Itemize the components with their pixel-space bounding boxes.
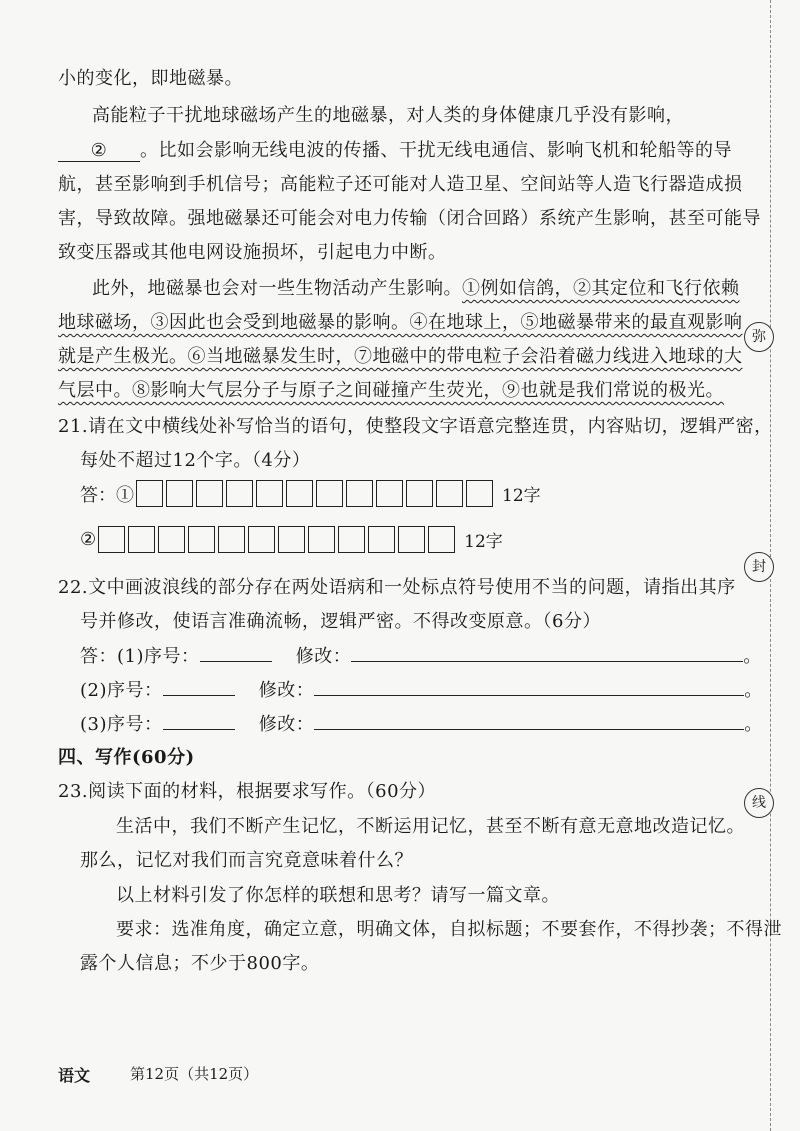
- q21-limit-1: 12字: [502, 486, 541, 506]
- passage-p1-line4: 害，导致故障。强地磁暴还可能会对电力传输（闭合回路）系统产生影响，甚至可能导: [58, 208, 761, 229]
- answer-cell[interactable]: [346, 480, 373, 507]
- margin-mark-xian: 线: [744, 788, 774, 818]
- passage-p1-line2: [58, 136, 732, 162]
- q23-prompt: 以上材料引发了你怎样的联想和思考？请写一篇文章。: [116, 885, 560, 906]
- q22-row-3-modify-label: 修改：: [258, 714, 315, 735]
- q22-stem-line1: 22.文中画波浪线的部分存在两处语病和一处标点符号使用不当的问题，请指出其序: [58, 577, 736, 598]
- q22-row-2: [80, 676, 763, 702]
- margin-mark-feng: 封: [744, 552, 774, 582]
- sequence-input-1[interactable]: [200, 643, 272, 662]
- q21-stem-line2: 每处不超过12个字。（4分）: [80, 450, 311, 471]
- sequence-input-2[interactable]: [163, 677, 235, 696]
- answer-cell[interactable]: [368, 526, 395, 553]
- q22-row-2-label: (2)序号：: [80, 680, 163, 701]
- modify-input-3[interactable]: [314, 711, 744, 730]
- blank-2[interactable]: ②: [58, 140, 140, 162]
- answer-cell[interactable]: [278, 526, 305, 553]
- passage-p2-line1: [92, 274, 740, 300]
- answer-cell[interactable]: [98, 526, 125, 553]
- modify-input-2[interactable]: [314, 677, 744, 696]
- section-4-title: 四、写作(60分): [58, 747, 195, 768]
- modify-input-1[interactable]: [351, 643, 743, 662]
- q21-stem-line1: 21.请在文中横线处补写恰当的语句，使整段文字语意完整连贯，内容贴切，逻辑严密，: [58, 416, 773, 437]
- q22-row-1-modify-label: 修改：: [295, 646, 352, 667]
- answer-cell[interactable]: [316, 480, 343, 507]
- q22-row-2-modify-label: 修改：: [258, 680, 315, 701]
- passage-p2-line1-plain: 此外，地磁暴也会对一些生物活动产生影响。: [92, 278, 462, 299]
- answer-cell[interactable]: [466, 480, 493, 507]
- answer-cell[interactable]: [196, 480, 223, 507]
- q23-material-line1: 生活中，我们不断产生记忆，不断运用记忆，甚至不断有意无意地改造记忆。: [116, 816, 745, 837]
- footer-subject: 语文: [58, 1066, 91, 1085]
- answer-cell[interactable]: [256, 480, 283, 507]
- passage-line-0: 小的变化，即地磁暴。: [58, 68, 243, 89]
- footer-page-number: 第12页（共12页）: [130, 1065, 259, 1083]
- answer-cell[interactable]: [376, 480, 403, 507]
- q22-stem-line2: 号并修改，使语言准确流畅，逻辑严密。不得改变原意。（6分）: [80, 611, 601, 632]
- wavy-segment-2: 地球磁场，③因此也会受到地磁暴的影响。④在地球上，⑤地磁暴带来的最直观影响: [58, 312, 743, 333]
- q22-row-1: [80, 642, 762, 668]
- answer-cell[interactable]: [398, 526, 425, 553]
- answer-cell[interactable]: [436, 480, 463, 507]
- wavy-segment-3: 就是产生极光。⑥当地磁暴发生时，⑦地磁中的带电粒子会沿着磁力线进入地球的大: [58, 346, 743, 367]
- answer-cell[interactable]: [308, 526, 335, 553]
- answer-cell[interactable]: [218, 526, 245, 553]
- q22-row-3: [80, 710, 763, 736]
- q21-answer-2-label: ②: [80, 529, 97, 550]
- passage-p1-line3: 航，甚至影响到手机信号；高能粒子还可能对人造卫星、空间站等人造飞行器造成损: [58, 174, 743, 195]
- wavy-segment-1: ①例如信鸽，②其定位和飞行依赖: [462, 278, 740, 299]
- q22-row-3-end: 。: [744, 714, 763, 735]
- q22-row-1-label: 答：(1)序号：: [80, 646, 200, 667]
- answer-cell[interactable]: [428, 526, 455, 553]
- answer-cell[interactable]: [226, 480, 253, 507]
- q23-material-line2: 那么，记忆对我们而言究竟意味着什么？: [80, 850, 413, 871]
- margin-mark-mi: 弥: [744, 322, 774, 352]
- q21-limit-2: 12字: [464, 532, 503, 552]
- answer-cell[interactable]: [406, 480, 433, 507]
- answer-cell[interactable]: [248, 526, 275, 553]
- q22-row-1-end: 。: [743, 646, 762, 667]
- q22-row-3-label: (3)序号：: [80, 714, 163, 735]
- q21-answer-2-row: [80, 526, 503, 553]
- answer-cell[interactable]: [136, 480, 163, 507]
- q21-answer-1-row: [80, 480, 541, 507]
- passage-p1-line1: 高能粒子干扰地球磁场产生的地磁暴，对人类的身体健康几乎没有影响，: [92, 105, 684, 126]
- q22-row-2-end: 。: [744, 680, 763, 701]
- sequence-input-3[interactable]: [163, 711, 235, 730]
- answer-cell[interactable]: [188, 526, 215, 553]
- answer-cell[interactable]: [286, 480, 313, 507]
- wavy-segment-4: 气层中。⑧影响大气层分子与原子之间碰撞产生荧光，⑨也就是我们常说的极光。: [58, 380, 724, 401]
- q21-answer-1-label: 答：①: [80, 484, 134, 506]
- passage-p1-line2-rest: 。比如会影响无线电波的传播、干扰无线电通信、影响飞机和轮船等的导: [140, 140, 732, 161]
- answer-cell[interactable]: [338, 526, 365, 553]
- q23-stem: 23.阅读下面的材料，根据要求写作。（60分）: [58, 781, 437, 802]
- answer-cell[interactable]: [158, 526, 185, 553]
- q23-requirement-line1: 要求：选准角度，确定立意，明确文体，自拟标题；不要套作，不得抄袭；不得泄: [116, 919, 782, 940]
- q23-requirement-line2: 露个人信息；不少于800字。: [80, 953, 320, 974]
- passage-p1-line5: 致变压器或其他电网设施损坏，引起电力中断。: [58, 242, 447, 263]
- answer-cell[interactable]: [166, 480, 193, 507]
- answer-cell[interactable]: [128, 526, 155, 553]
